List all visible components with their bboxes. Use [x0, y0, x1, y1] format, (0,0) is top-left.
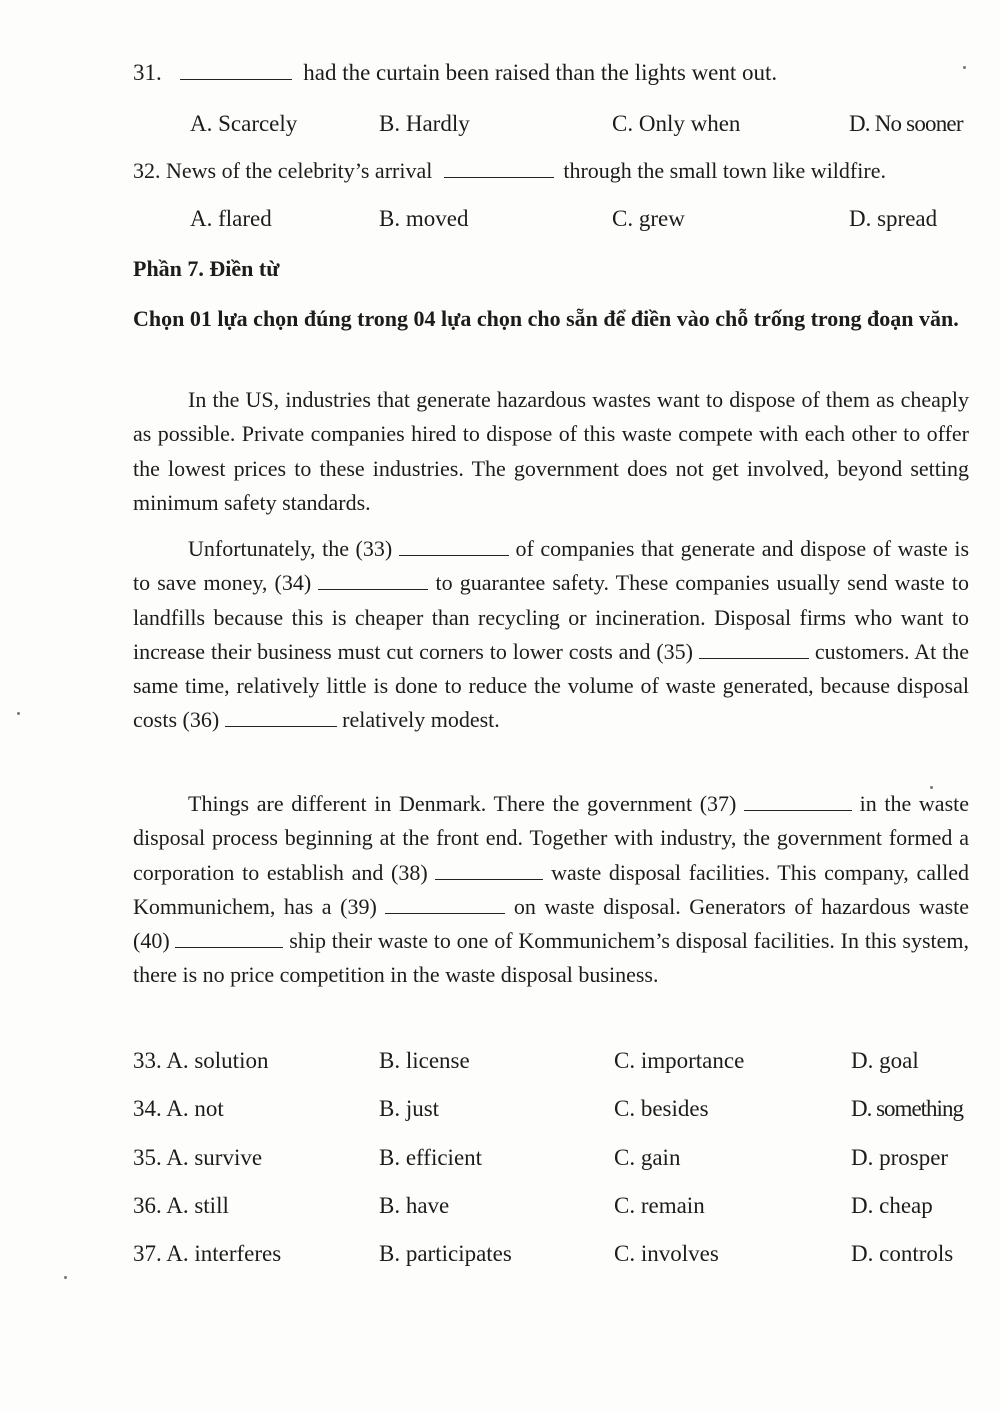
option-d[interactable]: D. controls — [851, 1241, 954, 1266]
option-a[interactable]: 33. A. solution — [133, 1048, 269, 1073]
blank-33[interactable] — [399, 539, 509, 556]
passage-paragraph-1: In the US, industries that generate hazardous wastes want to dispose of them as cheaply as possible. Private companies hired to dispose of this waste compete with each other to offer the lowest prices to these industries. The government does not get involved, beyond setting minimum safety standards. — [133, 387, 969, 515]
passage-text: waste disposal facilities. This company, called Kommunichem, has a (39) — [133, 859, 969, 919]
passage-text: of companies that generate and dispose of waste is to save money, (34) — [133, 536, 970, 596]
passage-text: Unfortunately, the (33) — [188, 536, 393, 561]
answer-row-37 — [0, 1241, 1000, 1271]
blank-34[interactable] — [318, 573, 428, 590]
option-b[interactable]: B. efficient — [379, 1145, 483, 1170]
answer-row-34 — [0, 1096, 1000, 1126]
answer-row-36 — [0, 1193, 1000, 1223]
blank-37[interactable] — [744, 794, 852, 811]
section-title: Phần 7. Điền từ — [133, 256, 280, 281]
answer-row-35 — [0, 1145, 1000, 1175]
answer-blank[interactable] — [444, 159, 554, 178]
scan-speck — [963, 66, 966, 69]
answer-row-33 — [0, 1048, 1000, 1078]
passage-text: on waste disposal. Generators of hazardous waste (40) — [133, 893, 970, 954]
passage-text: Things are different in Denmark. There the government (37) — [188, 791, 737, 816]
option-d[interactable]: D. something — [851, 1096, 963, 1121]
blank-36[interactable] — [225, 710, 337, 727]
question-text: had the curtain been raised than the lights went out. — [303, 60, 778, 85]
option-b[interactable]: B. have — [379, 1193, 450, 1218]
option-c[interactable]: C. importance — [614, 1048, 745, 1073]
scan-speck — [17, 712, 20, 715]
option-b[interactable]: B. license — [379, 1048, 470, 1073]
option-c[interactable]: C. besides — [614, 1096, 709, 1121]
option-d[interactable]: D. spread — [849, 206, 938, 231]
blank-39[interactable] — [385, 897, 505, 914]
passage-text: in the waste disposal process beginning at the front end. Together with industry, the government formed a corporation to establish and (38) — [133, 791, 970, 885]
passage-paragraph-2 — [133, 532, 969, 738]
option-a[interactable]: 35. A. survive — [133, 1145, 263, 1170]
option-b[interactable]: B. participates — [379, 1241, 512, 1266]
scan-speck — [930, 786, 933, 789]
blank-40[interactable] — [175, 931, 283, 948]
passage-text: relatively modest. — [342, 707, 500, 733]
question-text: through the small town like wildfire. — [563, 158, 886, 183]
option-c[interactable]: C. remain — [614, 1193, 705, 1218]
option-a[interactable]: A. flared — [190, 206, 272, 231]
blank-35[interactable] — [699, 642, 809, 659]
section-instruction: Chọn 01 lựa chọn đúng trong 04 lựa chọn cho sẵn để điền vào chỗ trống trong đoạn văn. — [133, 306, 959, 331]
option-d[interactable]: D. cheap — [851, 1193, 933, 1218]
option-c[interactable]: C. grew — [612, 206, 685, 231]
option-c[interactable]: C. Only when — [612, 111, 741, 136]
option-d[interactable]: D. No sooner — [849, 111, 963, 136]
passage-text: ship their waste to one of Kommunichem’s disposal facilities. In this system, there is no price competition in the waste disposal business. — [133, 928, 970, 988]
option-a[interactable]: 37. A. interferes — [133, 1241, 282, 1266]
option-c[interactable]: C. involves — [614, 1241, 719, 1266]
option-b[interactable]: B. moved — [379, 206, 469, 231]
option-d[interactable]: D. goal — [851, 1048, 919, 1073]
question-31-options — [0, 111, 1000, 141]
passage-text: to guarantee safety. These companies usually send waste to landfills because this is cheaper than recycling or incineration. Disposal firms who want to increase their business must cut corners to lower costs and (35) — [133, 570, 970, 664]
passage-paragraph-3 — [133, 787, 969, 993]
question-32 — [133, 158, 886, 184]
blank-38[interactable] — [435, 863, 543, 880]
question-text: 32. News of the celebrity’s arrival — [133, 158, 433, 183]
option-a[interactable]: A. Scarcely — [190, 111, 298, 136]
option-b[interactable]: B. just — [379, 1096, 440, 1121]
option-c[interactable]: C. gain — [614, 1145, 681, 1170]
option-b[interactable]: B. Hardly — [379, 111, 470, 136]
passage-text: customers. At the same time, relatively little is done to reduce the volume of waste generated, because disposal costs (36) — [133, 638, 970, 733]
option-a[interactable]: 34. A. not — [133, 1096, 224, 1121]
question-number: 31. — [133, 60, 162, 85]
scan-speck — [64, 1276, 67, 1279]
option-a[interactable]: 36. A. still — [133, 1193, 229, 1218]
answer-blank[interactable] — [180, 61, 292, 80]
option-d[interactable]: D. prosper — [851, 1145, 949, 1170]
question-32-options — [0, 206, 1000, 236]
question-31 — [133, 60, 777, 86]
